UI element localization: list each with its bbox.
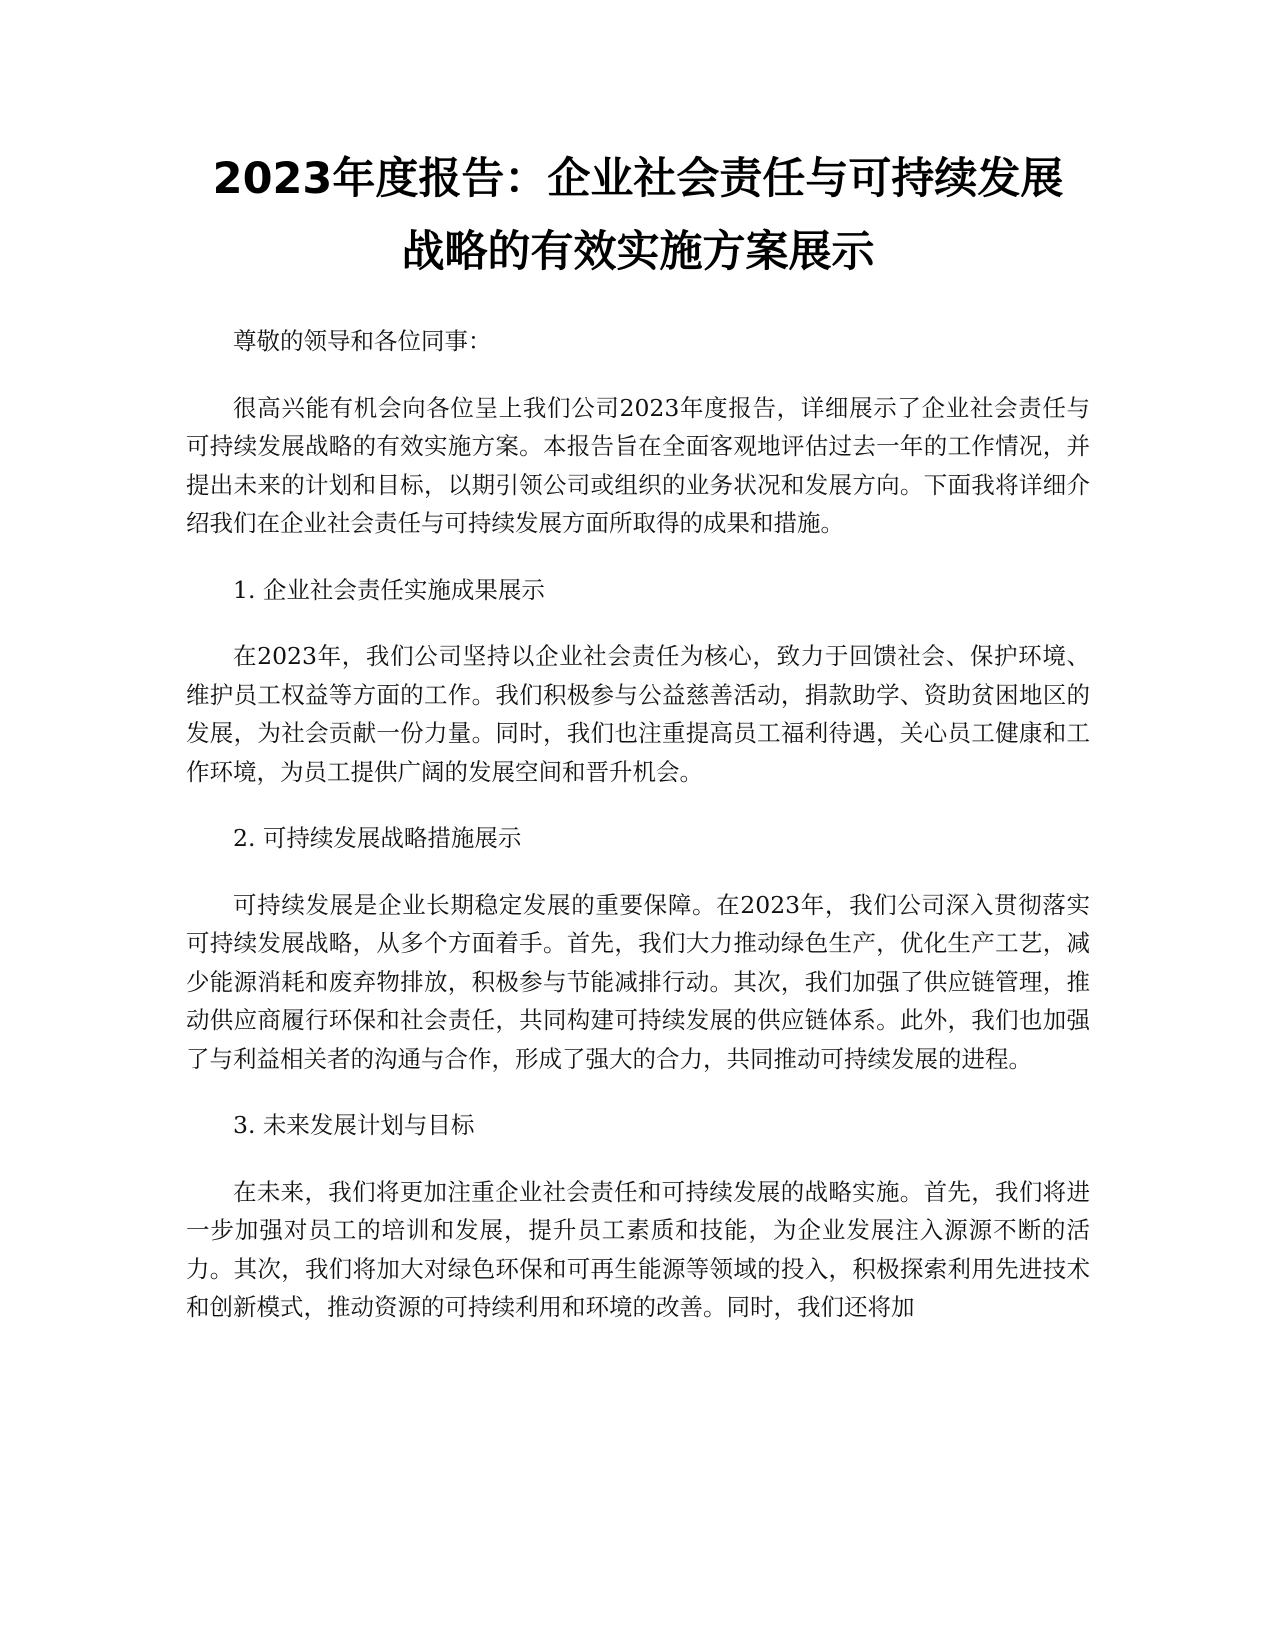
document-title [186, 143, 1090, 289]
section-2-heading: 2. 可持续发展战略措施展示 [233, 824, 522, 852]
section-1-heading: 1. 企业社会责任实施成果展示 [233, 575, 545, 604]
intro-paragraph: 很高兴能有机会向各位呈上我们公司2023年度报告，详细展示了企业社会责任与可持续发展战略的有效实施方案。本报告旨在全面客观地评估过去一年的工作情况，并提出未来的计划和目标，以期引领公司或组织的业务状况和发展方向。下面我将详细介绍我们在企业社会责任与可持续发展方面所取得的成果和措施。 [186, 393, 1090, 537]
document-body [186, 322, 1090, 1327]
salutation: 尊敬的领导和各位同事： [233, 327, 492, 355]
section-3-paragraph: 在未来，我们将更加注重企业社会责任和可持续发展的战略实施。首先，我们将进一步加强对员工的培训和发展，提升员工素质和技能，为企业发展注入源源不断的活力。其次，我们将加大对绿色环保和可再生能源等领域的投入，积极探索利用先进技术和创新模式，推动资源的可持续利用和环境的改善。同时，我们还将加 [186, 1177, 1090, 1321]
section-3-heading: 3. 未来发展计划与目标 [233, 1111, 475, 1139]
section-1-paragraph: 在2023年，我们公司坚持以企业社会责任为核心，致力于回馈社会、保护环境、维护员工权益等方面的工作。我们积极参与公益慈善活动，捐款助学、资助贫困地区的发展，为社会贡献一份力量。同时，我们也注重提高员工福利待遇，关心员工健康和工作环境，为员工提供广阔的发展空间和晋升机会。 [186, 642, 1090, 786]
document-title-line-1: 2023年度报告：企业社会责任与可持续发展 [212, 154, 1064, 204]
document-title-line-2: 战略的有效实施方案展示 [401, 227, 875, 277]
document-content [186, 143, 1090, 1327]
section-2-paragraph: 可持续发展是企业长期稳定发展的重要保障。在2023年，我们公司深入贯彻落实可持续发展战略，从多个方面着手。首先，我们大力推动绿色生产，优化生产工艺，减少能源消耗和废弃物排放，积极参与节能减排行动。其次，我们加强了供应链管理，推动供应商履行环保和社会责任，共同构建可持续发展的供应链体系。此外，我们也加强了与利益相关者的沟通与合作，形成了强大的合力，共同推动可持续发展的进程。 [186, 890, 1090, 1073]
